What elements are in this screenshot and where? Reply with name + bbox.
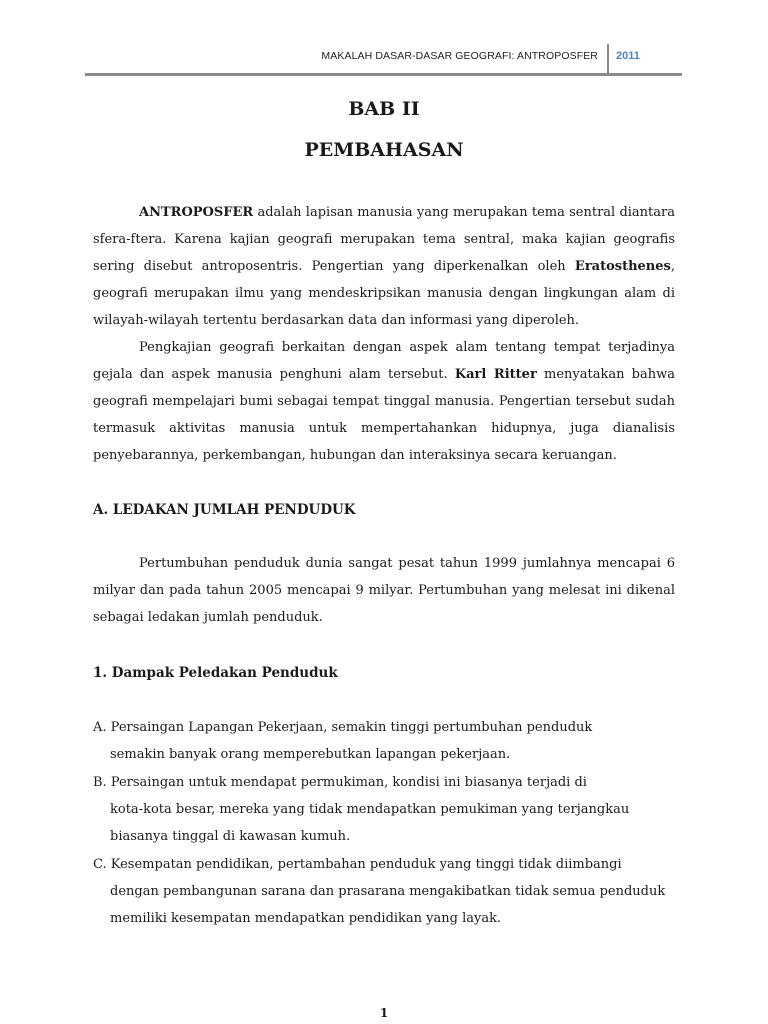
para2-text-2: menyatakan bahwa geografi mempelajari bumi sebagai tempat tinggal manusia. Pengertian tersebut sudah termasuk aktivitas manusia untuk mempertahankan hidupnya, juga dianalisis penyebarannya, perkembangan, hubungan dan interaksinya secara keruangan.: [93, 367, 675, 463]
page-number: 1: [379, 1006, 389, 1020]
para2-text-1: Pengkajian geografi berkaitan dengan aspek alam tentang tempat terjadinya gejala dan aspek manusia penghuni alam tersebut.: [93, 340, 675, 382]
header-title: MAKALAH DASAR-DASAR GEOGRAFI: ANTROPOSFER: [321, 50, 598, 62]
section-heading-ledakan: A. LEDAKAN JUMLAH PENDUDUK: [93, 502, 356, 518]
para1-text-1: adalah lapisan manusia yang merupakan tema sentral diantara sfera-ftera. Karena kajian geografi merupakan tema sentral, maka kajian geografis sering disebut antroposentris. Pengertian yang diperkenalkan oleh: [93, 205, 675, 274]
chapter-title: PEMBAHASAN: [304, 139, 464, 161]
para1-text-2: , geografi merupakan ilmu yang mendeskripsikan manusia dengan lingkungan alam di wilayah-wilayah tertentu berdasarkan data dan informasi yang diperoleh.: [93, 259, 675, 328]
list-item: [93, 851, 675, 932]
list-item-first-line: B. Persaingan untuk mendapat permukiman, kondisi ini biasanya terjadi di: [93, 775, 587, 790]
para3-text: Pertumbuhan penduduk dunia sangat pesat tahun 1999 jumlahnya mencapai 6 milyar dan pada tahun 2005 mencapai 9 milyar. Pertumbuhan yang melesat ini dikenal sebagai ledakan jumlah penduduk.: [93, 556, 675, 625]
paragraph-pertumbuhan: [93, 550, 675, 631]
paragraph-pengkajian: [93, 334, 675, 469]
paragraph-antroposfer: [93, 199, 675, 334]
header-divider: [607, 44, 609, 74]
list-item-first-line: A. Persaingan Lapangan Pekerjaan, semakin tinggi pertumbuhan penduduk: [93, 720, 593, 735]
chapter-number: BAB II: [348, 98, 420, 120]
term-karl-ritter: Karl Ritter: [454, 367, 537, 382]
list-item: [93, 714, 675, 768]
header-year: 2011: [616, 50, 640, 62]
page-header: [85, 44, 682, 77]
list-item-first-line: C. Kesempatan pendidikan, pertambahan penduduk yang tinggi tidak diimbangi: [93, 857, 622, 872]
list-item: [93, 769, 675, 850]
list-item-continuation: kota-kota besar, mereka yang tidak mendapatkan pemukiman yang terjangkau biasanya tinggal di kawasan kumuh.: [110, 802, 630, 844]
list-item-continuation: semakin banyak orang memperebutkan lapangan pekerjaan.: [110, 747, 511, 762]
header-rule: [85, 73, 682, 76]
subsection-heading-dampak: 1. Dampak Peledakan Penduduk: [93, 665, 338, 681]
term-antroposfer: ANTROPOSFER: [139, 205, 254, 220]
list-item-continuation: dengan pembangunan sarana dan prasarana mengakibatkan tidak semua penduduk memiliki kesempatan mendapatkan pendidikan yang layak.: [110, 884, 666, 926]
term-eratosthenes: Eratosthenes: [574, 259, 671, 274]
